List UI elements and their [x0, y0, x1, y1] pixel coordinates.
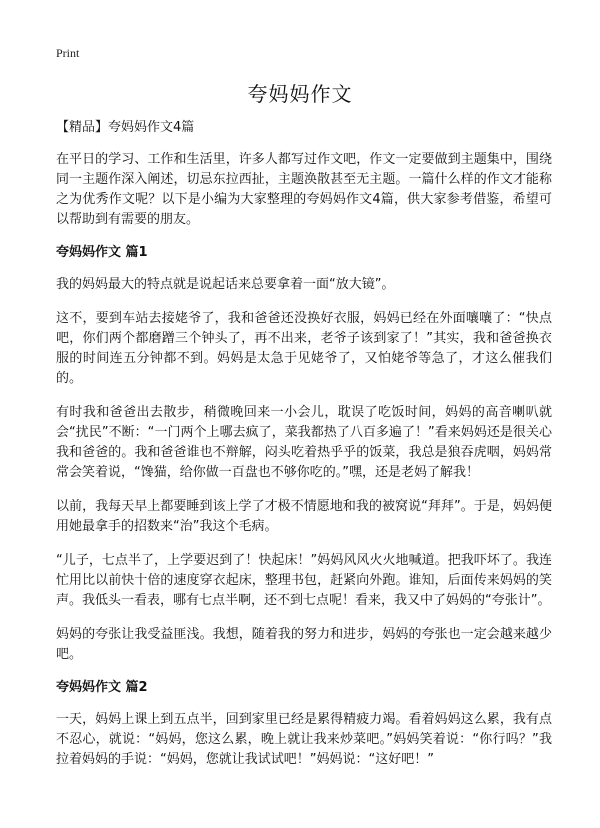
document-title: 夸妈妈作文: [247, 82, 353, 106]
document-body: [56, 119, 552, 784]
section-1-paragraph-1: 我的妈妈最大的特点就是说起话来总要拿着一面“放大镜”。: [56, 277, 395, 292]
section-1-paragraph-3: 有时我和爸爸出去散步，稍微晚回来一小会儿，耽误了吃饭时间，妈妈的高音喇叭就会“扰民”不断：“一门两个上哪去疯了，菜我都热了八百多遍了！”看来妈妈还是很关心我和爸爸的。我和爸爸谁也不辩解，闷头吃着热乎乎的饭菜，我总是狼吞虎咽，妈妈常常会笑着说，“馋猫，给你做一百盘也不够你吃的。”嘿，还是老妈了解我！: [56, 405, 552, 480]
section-1-paragraph-4: 以前，我每天早上都要睡到该上学了才极不情愿地和我的被窝说“拜拜”。于是，妈妈便用她最拿手的招数来“治”我这个毛病。: [56, 499, 552, 534]
section-1-paragraph-5: “儿子，七点半了，上学要迟到了！快起床！”妈妈风风火火地喊道。把我吓坏了。我连忙用比以前快十倍的速度穿衣起床，整理书包，赶紧向外跑。谁知，后面传来妈妈的笑声。我低头一看表，哪有七点半啊，还不到七点呢！看来，我又中了妈妈的“夸张计”。: [56, 553, 552, 608]
section-1-paragraph-2: 这不，要到车站去接姥爷了，我和爸爸还没换好衣服，妈妈已经在外面嚷嚷了：“快点吧，你们两个都磨蹭三个钟头了，再不出来，老爷子该到家了！”其实，我和爸爸换衣服的时间连五分钟都不到。妈妈是太急于见姥爷了，又怕姥爷等急了，才这么催我们的。: [56, 311, 552, 386]
print-label: Print: [56, 46, 80, 60]
section-1-paragraph-6: 妈妈的夸张让我受益匪浅。我想，随着我的努力和进步，妈妈的夸张也一定会越来越少吧。: [56, 627, 552, 662]
section-2-paragraph-1: 一天，妈妈上课上到五点半，回到家里已经是累得精疲力竭。看着妈妈这么累，我有点不忍心，就说：“妈妈，您这么累，晚上就让我来炒菜吧。”妈妈笑着说：“你行吗？”我拉着妈妈的手说：“妈妈，您就让我试试吧！”妈妈说：“这好吧！”: [56, 712, 552, 767]
section-heading-2: 夸妈妈作文 篇2: [56, 680, 148, 695]
section-heading-1: 夸妈妈作文 篇1: [56, 245, 148, 260]
intro-paragraph: 在平日的学习、工作和生活里，许多人都写过作文吧，作文一定要做到主题集中，围绕同一主题作深入阐述，切忌东拉西扯，主题涣散甚至无主题。一篇什么样的作文才能称之为优秀作文呢？以下是小编为大家整理的夸妈妈作文4篇，供大家参考借鉴，希望可以帮助到有需要的朋友。: [56, 152, 552, 227]
document-subtitle: 【精品】夸妈妈作文4篇: [56, 120, 195, 135]
